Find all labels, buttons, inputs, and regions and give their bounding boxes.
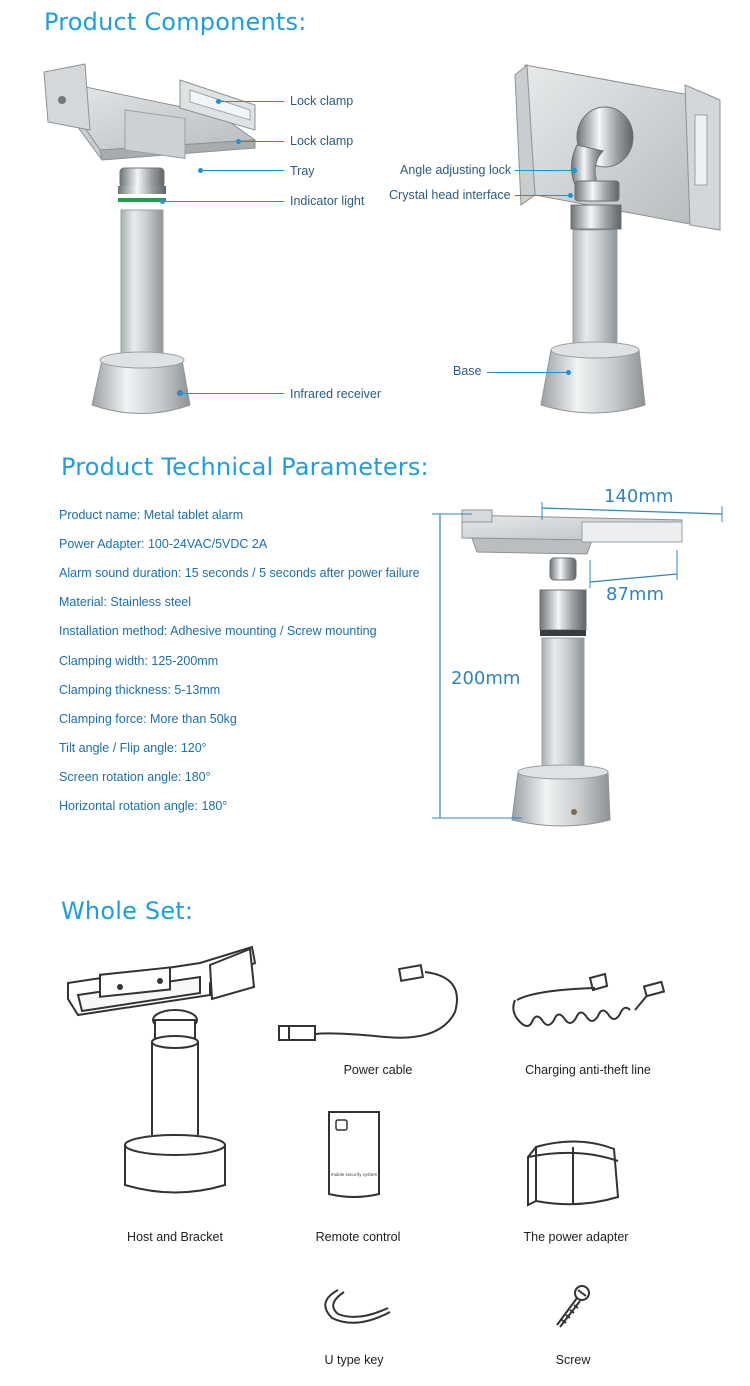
- screw-caption: Screw: [555, 1353, 591, 1367]
- screw-illustration: [552, 1285, 592, 1330]
- u-key-caption: U type key: [324, 1353, 384, 1367]
- whole-set-title: Whole Set:: [61, 897, 194, 925]
- parameter-item: Material: Stainless steel: [59, 595, 192, 610]
- infrared-receiver-leader: [180, 393, 284, 394]
- parameter-item: Installation method: Adhesive mounting / Screw mounting: [59, 624, 377, 639]
- components-title: Product Components:: [44, 8, 307, 36]
- remote-control-caption: Remote control: [315, 1230, 401, 1244]
- angle-lock-leader: [515, 170, 575, 171]
- indicator-light-leader: [162, 201, 284, 202]
- charging-line-illustration: [505, 970, 670, 1040]
- tray-label: Tray: [290, 164, 315, 178]
- back-view-illustration: [505, 55, 735, 425]
- width-dimension: 140mm: [604, 486, 674, 507]
- tray-leader: [200, 170, 284, 171]
- parameter-item: Clamping force: More than 50kg: [59, 711, 237, 726]
- power-adapter-caption: The power adapter: [523, 1230, 629, 1244]
- crystal-head-leader: [515, 195, 571, 196]
- remote-control-illustration: [323, 1108, 385, 1203]
- depth-dimension: 87mm: [606, 584, 664, 605]
- infrared-receiver-label: Infrared receiver: [290, 387, 382, 401]
- height-dimension: 200mm: [451, 668, 521, 689]
- charging-line-caption: Charging anti-theft line: [525, 1063, 651, 1077]
- lock-clamp-leader-1: [218, 101, 284, 102]
- parameter-item: Clamping thickness: 5-13mm: [59, 682, 221, 697]
- u-key-illustration: [318, 1282, 398, 1332]
- parameter-item: Screen rotation angle: 180°: [59, 769, 211, 784]
- lock-clamp-label-1: Lock clamp: [290, 94, 354, 108]
- host-bracket-illustration: [60, 935, 260, 1210]
- parameter-item: Tilt angle / Flip angle: 120°: [59, 740, 207, 755]
- front-view-illustration: [40, 60, 280, 425]
- base-leader: [487, 372, 569, 373]
- power-cable-caption: Power cable: [343, 1063, 413, 1077]
- dimension-illustration: [432, 480, 732, 830]
- angle-adjusting-lock-label: Angle adjusting lock: [400, 163, 512, 177]
- indicator-light-label: Indicator light: [290, 194, 365, 208]
- parameter-item: Horizontal rotation angle: 180°: [59, 799, 228, 813]
- parameter-item: Alarm sound duration: 15 seconds / 5 seconds after power failure: [59, 566, 420, 581]
- parameters-title: Product Technical Parameters:: [61, 453, 429, 481]
- parameter-item: Power Adapter: 100-24VAC/5VDC 2A: [59, 537, 268, 552]
- base-label: Base: [453, 364, 482, 378]
- power-adapter-illustration: [518, 1135, 626, 1215]
- host-bracket-caption: Host and Bracket: [127, 1230, 223, 1244]
- crystal-head-interface-label: Crystal head interface: [389, 188, 511, 202]
- lock-clamp-label-2: Lock clamp: [290, 134, 354, 148]
- remote-brand-text: mobile security system: [330, 1172, 378, 1177]
- parameter-item: Clamping width: 125-200mm: [59, 653, 219, 668]
- power-cable-illustration: [275, 962, 470, 1052]
- lock-clamp-leader-2: [238, 141, 284, 142]
- parameter-item: Product name: Metal tablet alarm: [59, 508, 244, 522]
